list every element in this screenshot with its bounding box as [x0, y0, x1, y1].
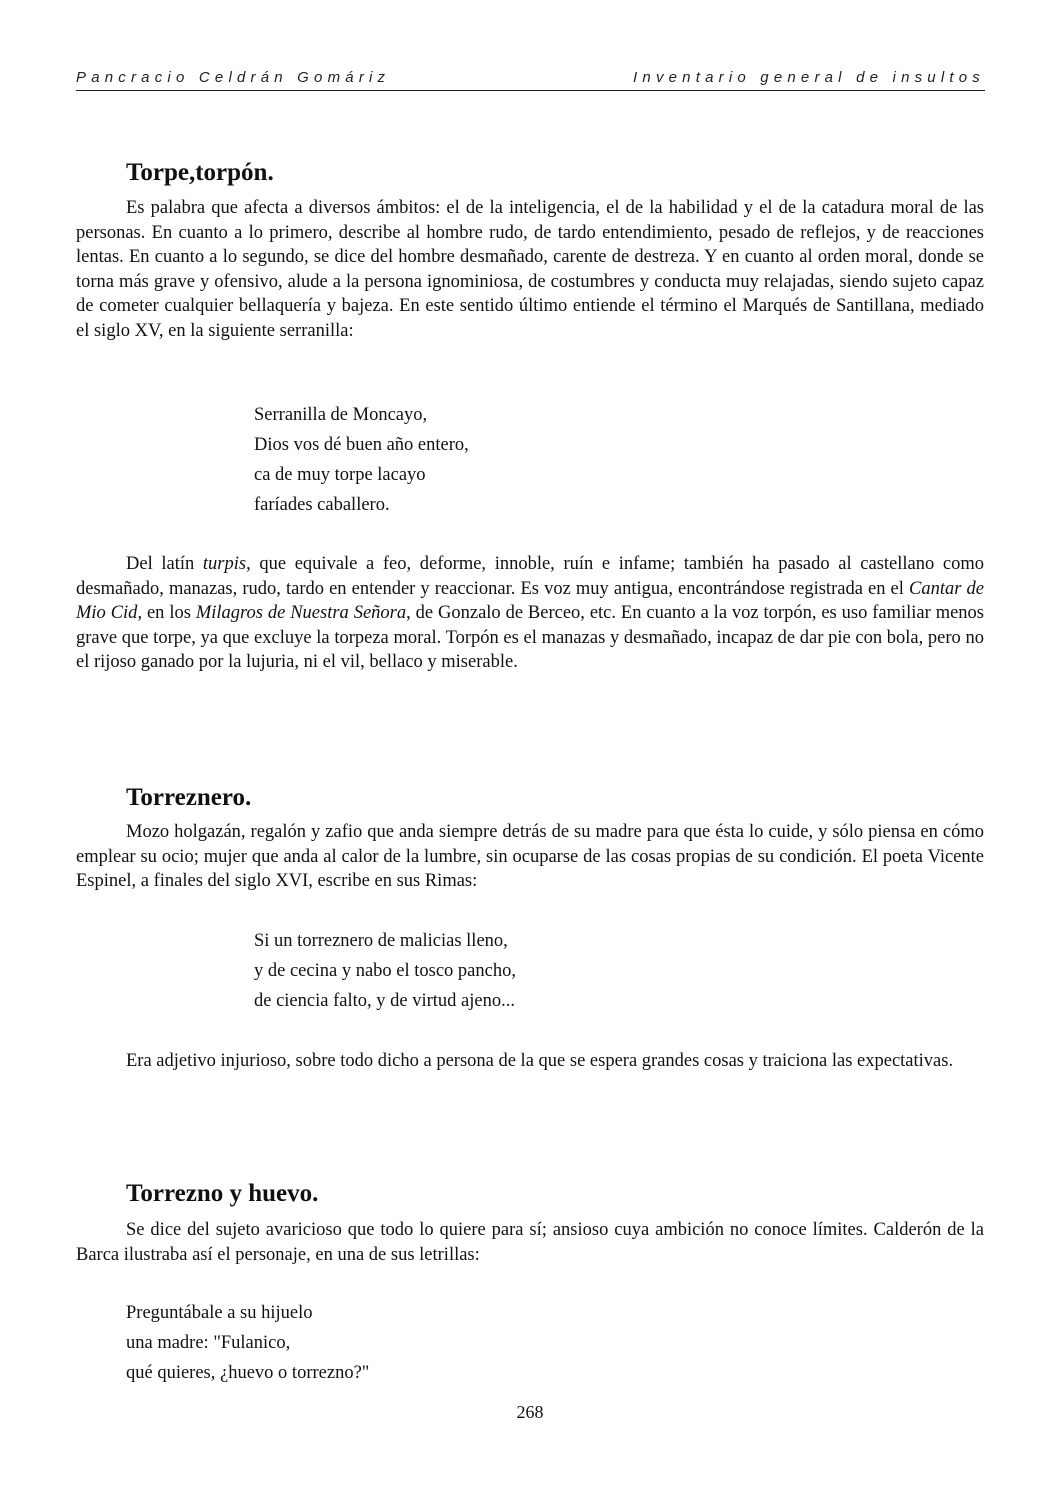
entry-torrezno-paragraph-1: Se dice del sujeto avaricioso que todo lo quiere para sí; ansioso cuya ambición no conoce límites. Calderón de la Barca ilustraba así el personaje, en una de sus letrillas:	[76, 1220, 984, 1265]
entry-torpe-paragraph-1: Es palabra que afecta a diversos ámbitos: el de la inteligencia, el de la habilidad y el de la catadura moral de las personas. En cuanto a lo primero, describe al hombre rudo, de tardo entendimiento, pesado de reflejos, y de reacciones lentas. En cuanto a lo segundo, se dice del hombre desmañado, carente de destreza. Y en cuanto al orden moral, donde se torna más grave y ofensivo, alude a la persona ignominiosa, de costumbres y conducta muy relajadas, siendo sujeto capaz de cometer cualquier bellaquería y bajeza. En este sentido último entiende el término el Marqués de Santillana, mediado el siglo XV, en la siguiente serranilla:	[76, 198, 984, 341]
latin-term-turpis: turpis	[202, 554, 247, 574]
verse-calderon	[126, 1298, 369, 1388]
verse-line: qué quieres, ¿huevo o torrezno?"	[126, 1363, 370, 1383]
verse-line: Serranilla de Moncayo,	[254, 405, 428, 425]
header-book-title: Inventario general de insultos	[633, 69, 985, 86]
verse-line: una madre: "Fulanico,	[126, 1333, 291, 1353]
verse-line: Dios vos dé buen año entero,	[254, 435, 469, 455]
page-number: 268	[516, 1402, 544, 1422]
verse-serranilla	[254, 400, 469, 520]
work-title-cantar: Cantar de Mio Cid	[76, 578, 985, 624]
entry-title-torreznero: Torreznero.	[126, 784, 252, 811]
entry-title-torpe: Torpe,torpón.	[126, 159, 274, 186]
verse-line: Si un torreznero de malicias lleno,	[254, 931, 508, 951]
verse-line: Preguntábale a su hijuelo	[126, 1303, 313, 1323]
work-title-milagros: Milagros de Nuestra Señora	[195, 603, 407, 624]
entry-torpe-paragraph-2	[76, 552, 984, 675]
header-author: Pancracio Celdrán Gomáriz	[76, 69, 391, 86]
text-run: , de Gonzalo de Berceo, etc. En cuanto a la voz torpón, es uso familiar menos grave que torpe, ya que excluye la torpeza moral. Torpón es el manazas y desmañado, incapaz de dar pie con bola, pero no el rijoso ganado por la lujuria, ni el vil, bellaco y miserable.	[76, 603, 985, 673]
entry-title-torrezno-y-huevo: Torrezno y huevo.	[126, 1180, 319, 1207]
verse-line: y de cecina y nabo el tosco pancho,	[254, 961, 516, 981]
text-run: Del latín	[126, 554, 203, 574]
verse-line: faríades caballero.	[254, 495, 390, 515]
verse-line: de ciencia falto, y de virtud ajeno...	[254, 991, 515, 1011]
running-header	[76, 68, 985, 91]
text-run: , que equivale a feo, deforme, innoble, ruín e infame; también ha pasado al castellano como desmañado, manazas, rudo, tardo en entender y reaccionar. Es voz muy antigua, encontrándose registrada en el	[76, 554, 984, 599]
text-run: , en los	[137, 603, 196, 624]
entry-torreznero-paragraph-1: Mozo holgazán, regalón y zafio que anda siempre detrás de su madre para que ésta lo cuide, y sólo piensa en cómo emplear su ocio; mujer que anda al calor de la lumbre, sin ocuparse de las cosas propias de su condición. El poeta Vicente Espinel, a finales del siglo XVI, escribe en sus Rimas:	[76, 822, 984, 892]
verse-espinel	[254, 926, 516, 1016]
entry-torreznero-paragraph-2: Era adjetivo injurioso, sobre todo dicho a persona de la que se espera grandes cosas y traiciona las expectativas.	[126, 1051, 954, 1071]
verse-line: ca de muy torpe lacayo	[254, 465, 426, 485]
